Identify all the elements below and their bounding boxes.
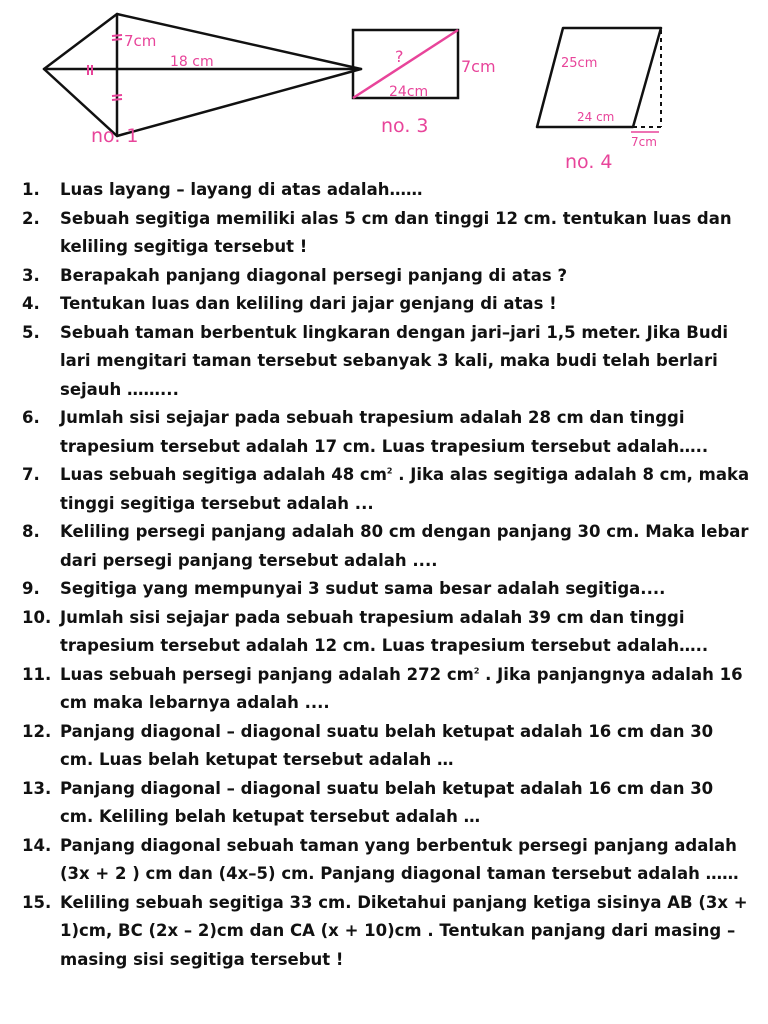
kite-figure	[36, 8, 366, 158]
question-item: 9. Segitiga yang mempunyai 3 sudut sama besar adalah segitiga....	[22, 579, 666, 598]
rectangle-label-height: 7cm	[461, 57, 496, 76]
question-item: 5. Sebuah taman berbentuk lingkaran dengan jari–jari 1,5 meter. Jika Budi lari mengitari taman tersebut sebanyak 3 kali, maka budi telah berlari sejauh ……...	[22, 322, 729, 399]
question-item: 11. Luas sebuah persegi panjang adalah 272 $cm^2$ . Jika panjangnya adalah 16 cm maka lebarnya adalah ....	[22, 664, 743, 712]
question-item: 13. Panjang diagonal – diagonal suatu belah ketupat adalah 16 cm dan 30 cm. Keliling belah ketupat tersebut adalah …	[22, 778, 714, 826]
question-item: 2. Sebuah segitiga memiliki alas 5 cm dan tinggi 12 cm. tentukan luas dan keliling segitiga tersebut !	[22, 208, 732, 256]
rectangle-caption: no. 3	[381, 115, 429, 137]
question-item: 14. Panjang diagonal sebuah taman yang berbentuk persegi panjang adalah (3x + 2 ) cm dan (4x–5) cm. Panjang diagonal taman tersebut adalah ……	[22, 835, 739, 883]
figures-area	[0, 0, 768, 180]
question-item: 6. Jumlah sisi sejajar pada sebuah trapesium adalah 28 cm dan tinggi trapesium tersebut adalah 17 cm. Luas trapesium tersebut adalah…..	[22, 408, 709, 456]
parallelogram-caption: no. 4	[565, 151, 613, 173]
question-item: 1. Luas layang – layang di atas adalah……	[22, 180, 423, 199]
kite-caption: no. 1	[91, 125, 139, 147]
parallelogram-label-side: 25cm	[561, 56, 598, 71]
question-item: 10. Jumlah sisi sejajar pada sebuah trapesium adalah 39 cm dan tinggi trapesium tersebut adalah 12 cm. Luas trapesium tersebut adalah…..	[22, 607, 709, 655]
question-item: 15. Keliling sebuah segitiga 33 cm. Diketahui panjang ketiga sisinya AB (3x + 1)cm, BC (2x – 2)cm dan CA (x + 10)cm . Tentukan panjang dari masing – masing sisi segitiga tersebut !	[22, 892, 748, 969]
parallelogram-label-offset: 7cm	[631, 135, 657, 149]
parallelogram-label-base: 24 cm	[577, 110, 615, 124]
rectangle-label-width: 24cm	[389, 84, 429, 100]
question-item: 3. Berapakah panjang diagonal persegi panjang di atas ?	[22, 265, 568, 285]
kite-label-long: 18 cm	[170, 54, 214, 70]
question-item: 7. Luas sebuah segitiga adalah 48 $cm^2$ . Jika alas segitiga adalah 8 cm, maka tinggi segitiga tersebut adalah ...	[22, 465, 750, 513]
parallelogram-figure	[525, 20, 675, 180]
question-list	[22, 176, 752, 974]
question-item: 4. Tentukan luas dan keliling dari jajar genjang di atas !	[22, 294, 557, 313]
rectangle-label-diagonal: ?	[395, 47, 404, 66]
rectangle-figure	[345, 20, 505, 140]
kite-label-short: 7cm	[124, 32, 157, 50]
question-item: 12. Panjang diagonal – diagonal suatu belah ketupat adalah 16 cm dan 30 cm. Luas belah ketupat tersebut adalah …	[22, 721, 714, 769]
question-item: 8. Keliling persegi panjang adalah 80 cm dengan panjang 30 cm. Maka lebar dari persegi panjang tersebut adalah ....	[22, 522, 749, 570]
